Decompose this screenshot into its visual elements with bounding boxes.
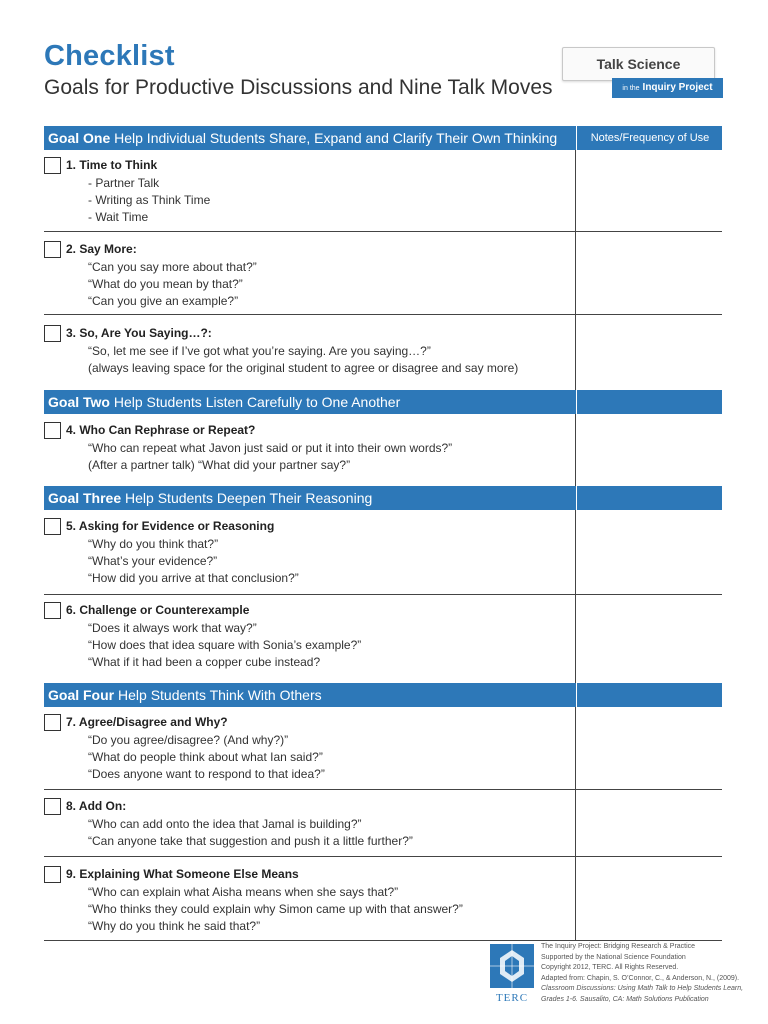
item-line: “Can you give an example?”: [88, 294, 239, 308]
goal-text: Help Students Think With Others: [118, 687, 322, 703]
item-line: “Why do you think that?”: [88, 537, 219, 551]
item-line: “Who can repeat what Javon just said or put it into their own words?”: [88, 441, 453, 455]
item-line: “Can anyone take that suggestion and push it a little further?”: [88, 834, 413, 848]
item-line: “Who can explain what Aisha means when she says that?”: [88, 885, 399, 899]
footer-line: Supported by the National Science Foundation: [541, 953, 686, 961]
terc-logo-text: TERC: [495, 992, 529, 1004]
item-line: “Does anyone want to respond to that idea?”: [88, 767, 325, 781]
notes-column-divider: [575, 150, 576, 390]
checkbox[interactable]: [44, 325, 61, 342]
item-title: 5. Asking for Evidence or Reasoning: [66, 519, 275, 533]
item-line: “How does that idea square with Sonia’s example?”: [88, 638, 362, 652]
item-title: 1. Time to Think: [66, 158, 158, 172]
item-title: 9. Explaining What Someone Else Means: [66, 867, 299, 881]
checklist-item-6: [44, 602, 574, 672]
item-line: “Do you agree/disagree? (And why?)”: [88, 733, 289, 747]
goal-one-bar: [44, 126, 722, 150]
footer-italic: Grades 1-6. Sausalito, CA: Math Solutions Publication: [541, 995, 709, 1003]
checkbox[interactable]: [44, 602, 61, 619]
footer-line: [541, 984, 743, 995]
checkbox[interactable]: [44, 714, 61, 731]
talk-science-badge: Talk Science: [562, 47, 715, 81]
item-title: 4. Who Can Rephrase or Repeat?: [66, 423, 256, 437]
item-title: 7. Agree/Disagree and Why?: [66, 715, 228, 729]
terc-logo: [488, 944, 536, 1004]
item-line: “What’s your evidence?”: [88, 554, 218, 568]
checklist-item-2: [44, 241, 574, 311]
goal-three-bar: [44, 486, 722, 510]
row-divider: [44, 789, 722, 790]
notes-column-divider: [575, 414, 576, 486]
row-divider: [44, 594, 722, 595]
item-line: “Why do you think he said that?”: [88, 919, 261, 933]
item-line: (always leaving space for the original student to agree or disagree and say more): [88, 361, 519, 375]
notes-column-divider: [575, 707, 576, 940]
checklist-item-5: [44, 518, 574, 588]
footer-italic: Classroom Discussions: Using Math Talk to Help Students Learn,: [541, 985, 744, 992]
item-title: 2. Say More:: [66, 242, 137, 256]
checklist-item-7: [44, 714, 574, 784]
footer-line: The Inquiry Project: Bridging Research & Practice: [541, 943, 696, 950]
item-line: - Partner Talk: [88, 176, 160, 190]
inquiry-project-badge: [612, 78, 723, 98]
checkbox[interactable]: [44, 798, 61, 815]
goal-label: Goal Two: [48, 394, 110, 410]
item-line: “Who can add onto the idea that Jamal is building?”: [88, 817, 362, 831]
footer-line: Adapted from: Chapin, S. O’Connor, C., & Anderson, N., (2009).: [541, 974, 740, 982]
checklist-item-1: [44, 157, 574, 227]
notes-column-divider: [575, 510, 576, 683]
goal-two-bar: [44, 390, 722, 414]
item-line: (After a partner talk) “What did your partner say?”: [88, 458, 351, 472]
goal-four-bar: [44, 683, 722, 707]
notes-header: Notes/Frequency of Use: [590, 132, 710, 144]
checkbox[interactable]: [44, 157, 61, 174]
badge-project: Inquiry Project: [642, 82, 713, 93]
item-line: “What do you mean by that?”: [88, 277, 243, 291]
item-line: “Does it always work that way?”: [88, 621, 257, 635]
goal-text: Help Individual Students Share, Expand and Clarify Their Own Thinking: [114, 130, 558, 146]
row-divider: [44, 231, 722, 232]
page-title: Checklist: [44, 40, 175, 72]
item-line: - Wait Time: [88, 210, 149, 224]
goal-label: Goal Three: [48, 490, 122, 506]
item-line: “Can you say more about that?”: [88, 260, 257, 274]
item-line: “What if it had been a copper cube instead?: [88, 655, 321, 669]
badge-prefix: in the: [622, 85, 640, 92]
checklist-item-8: [44, 798, 574, 853]
footer-credits: [541, 942, 743, 1005]
page-subtitle: Goals for Productive Discussions and Nine Talk Moves: [44, 76, 553, 99]
checkbox[interactable]: [44, 866, 61, 883]
checklist-item-9: [44, 866, 574, 936]
checkbox[interactable]: [44, 518, 61, 535]
item-title: 8. Add On:: [66, 799, 127, 813]
item-line: - Writing as Think Time: [88, 193, 211, 207]
item-title: 6. Challenge or Counterexample: [66, 603, 250, 617]
checklist-item-4: [44, 422, 574, 482]
terc-logo-icon: [488, 944, 536, 1004]
item-line: “Who thinks they could explain why Simon came up with that answer?”: [88, 902, 463, 916]
goal-text: Help Students Listen Carefully to One Another: [113, 394, 401, 410]
checkbox[interactable]: [44, 422, 61, 439]
row-divider: [44, 940, 722, 941]
item-line: “How did you arrive at that conclusion?”: [88, 571, 299, 585]
checkbox[interactable]: [44, 241, 61, 258]
item-line: “What do people think about what Ian said?”: [88, 750, 323, 764]
checklist-item-3: [44, 325, 574, 385]
item-line: “So, let me see if I’ve got what you’re saying. Are you saying…?”: [88, 344, 431, 358]
item-title: 3. So, Are You Saying…?:: [66, 326, 212, 340]
row-divider: [44, 856, 722, 857]
goal-label: Goal One: [48, 130, 111, 146]
goal-label: Goal Four: [48, 687, 115, 703]
row-divider: [44, 314, 722, 315]
footer-line: [541, 995, 743, 1006]
goal-text: Help Students Deepen Their Reasoning: [125, 490, 373, 506]
footer-line: Copyright 2012, TERC. All Rights Reserved.: [541, 964, 679, 971]
